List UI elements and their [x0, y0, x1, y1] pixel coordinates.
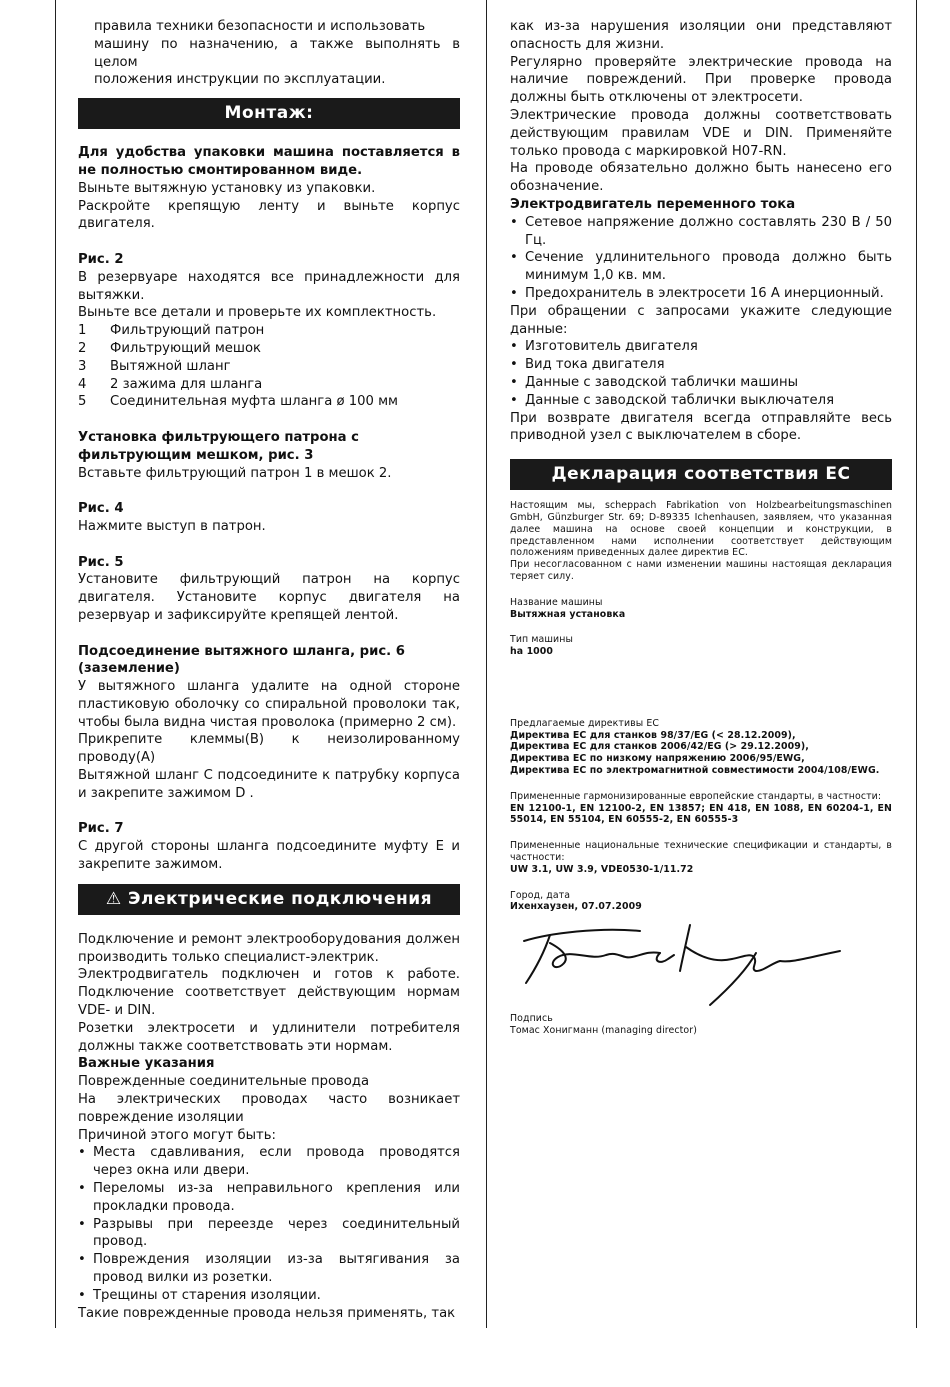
intro-line: положения инструкции по эксплуатации.: [94, 72, 386, 88]
list-item: • Изготовитель двигателя: [510, 339, 698, 355]
causes-list: [78, 1144, 460, 1304]
bullet-icon: •: [510, 250, 518, 266]
machine-type-label: Тип машины: [510, 634, 573, 646]
request-paragraph: При обращении с запросами укажите следующие данные:: [510, 303, 892, 337]
list-item: • Переломы из-за неправильного крепления или прокладки провода.: [78, 1181, 460, 1214]
left-column: [78, 18, 460, 1322]
directives-label: Предлагаемые директивы ЕС: [510, 717, 660, 729]
request-list: [510, 338, 892, 409]
fig7-paragraph: С другой стороны шланга подсоедините муфту E и закрепите зажимом.: [78, 839, 460, 873]
directive-item: Директива ЕС для станков 98/37/EG (< 28.12.2009),: [510, 729, 796, 741]
last-line: Такие поврежденные провода нельзя применять, так: [78, 1305, 456, 1321]
bullet-icon: •: [78, 1216, 86, 1232]
fig5-paragraph: Установите фильтрующий патрон на корпус двигателя. Установите корпус двигателя на резервуар и зафиксируйте крепящей лентой.: [78, 572, 460, 623]
fig6-title: Подсоединение вытяжного шланга, рис. 6 (заземление): [78, 643, 405, 677]
intro-line: машину по назначению, а также выполнять в целом: [94, 36, 460, 70]
directive-item: Директива ЕС по низкому напряжению 2006/95/EWG,: [510, 753, 805, 765]
list-item: • Сечение удлинительного провода должно быть минимум 1,0 кв. мм.: [510, 250, 892, 284]
declaration-paragraph: При несогласованном с нами изменении машины настоящая декларация теряет силу.: [510, 559, 892, 582]
montage-paragraph: Выньте вытяжную установку из упаковки.: [78, 180, 376, 196]
fig3-title: Установка фильтрующего патрона с фильтрующим мешком, рис. 3: [78, 429, 359, 463]
section-header-montage: Монтаж:: [78, 98, 460, 129]
parts-list: [78, 322, 460, 411]
montage-paragraph: Раскройте крепящую ленту и выньте корпус двигателя.: [78, 198, 460, 232]
bullet-icon: •: [78, 1252, 86, 1268]
bullet-icon: •: [510, 374, 518, 390]
cable-standard-paragraph: Электрические провода должны соответствовать действующим правилам VDE и DIN. Применяйте только провода с маркировкой H07-RN.: [510, 107, 892, 159]
city-date-label: Город, дата: [510, 889, 571, 901]
fig5-title: Рис. 5: [78, 554, 124, 570]
ac-motor-title: Электродвигатель переменного тока: [510, 196, 796, 212]
damaged-paragraph: На электрических проводах часто возникает повреждение изоляции: [78, 1092, 460, 1125]
list-item: • Данные с заводской таблички выключателя: [510, 392, 835, 408]
list-item: • Данные с заводской таблички машины: [510, 374, 799, 390]
continued-paragraph: как из-за нарушения изоляции они представляют опасность для жизни.: [510, 19, 892, 52]
fig3-paragraph: Вставьте фильтрующий патрон 1 в мешок 2.: [78, 465, 392, 481]
ac-motor-list: [510, 214, 892, 303]
bullet-icon: •: [510, 285, 518, 301]
section-header-electrical: [78, 884, 460, 915]
left-margin-line: [55, 0, 56, 1328]
fig2-paragraph: Выньте все детали и проверьте их комплектность.: [78, 305, 437, 321]
directive-item: Директива ЕС для станков 2006/42/EG (> 29.12.2009),: [510, 741, 809, 753]
section-header-declaration: Декларация соответствия ЕС: [510, 459, 892, 490]
fig2-title: Рис. 2: [78, 251, 124, 267]
return-paragraph: При возврате двигателя всегда отправляйте весь приводной узел с выключателем в сборе.: [510, 410, 892, 444]
section-header-label: Электрические подключения: [128, 888, 433, 909]
list-item: 2 Фильтрующий мешок: [78, 340, 261, 356]
list-item: • Трещины от старения изоляции.: [78, 1287, 321, 1303]
machine-type-value: ha 1000: [510, 646, 554, 658]
national-standards-value: UW 3.1, UW 3.9, VDE0530-1/11.72: [510, 863, 694, 875]
list-item: • Места сдавливания, если провода проводятся через окна или двери.: [78, 1145, 460, 1179]
bullet-icon: •: [510, 357, 518, 373]
montage-intro-bold: Для удобства упаковки машина поставляется в не полностью смонтированном виде.: [78, 145, 460, 178]
machine-name-label: Название машины: [510, 596, 603, 608]
fig6-paragraph: Прикрепите клеммы(B) к неизолированному проводу(A): [78, 732, 460, 766]
signatory-name: Томас Хонигманн (managing director): [510, 1025, 697, 1037]
bullet-icon: •: [78, 1181, 86, 1197]
center-divider-line: [486, 0, 487, 1328]
cable-marking-paragraph: На проводе обязательно должно быть нанесено его обозначение.: [510, 161, 892, 195]
causes-paragraph: Причиной этого могут быть:: [78, 1127, 276, 1143]
right-margin-line: [916, 0, 917, 1328]
directive-item: Директива ЕС по электромагнитной совместимости 2004/108/EWG.: [510, 765, 880, 777]
list-item: 1 Фильтрующий патрон: [78, 323, 265, 339]
electrical-paragraph: Подключение и ремонт электрооборудования должен производить только специалист-электрик.: [78, 931, 460, 965]
fig6-paragraph: У вытяжного шланга удалите на одной стороне пластиковую оболочку со спиральной проволоки так, чтобы была видна чистая проволока (примерно 2 см).: [78, 679, 460, 730]
machine-name-value: Вытяжная установка: [510, 608, 626, 620]
electrical-paragraph: Электродвигатель подключен и готов к работе. Подключение соответствует действующим нормам VDE- и DIN.: [78, 967, 460, 1019]
list-item: • Предохранитель в электросети 16 А инерционный.: [510, 285, 884, 301]
list-item: • Вид тока двигателя: [510, 357, 665, 373]
fig2-paragraph: В резервуаре находятся все принадлежности для вытяжки.: [78, 269, 460, 303]
standards-value: EN 12100-1, EN 12100-2, EN 13857; EN 418, EN 1088, EN 60204-1, EN 55014, EN 55104, EN 60555-2, EN 60555-3: [510, 802, 892, 826]
fig6-paragraph: Вытяжной шланг C подсоедините к патрубку корпуса и закрепите зажимом D .: [78, 768, 460, 801]
cable-check-paragraph: Регулярно проверяйте электрические провода на наличие повреждений. При проверке провода должны быть отключены от электросети.: [510, 54, 892, 106]
bullet-icon: •: [510, 392, 518, 408]
fig4-title: Рис. 4: [78, 501, 124, 517]
signature-label: Подпись: [510, 1013, 553, 1025]
list-item: 3 Вытяжной шланг: [78, 358, 231, 374]
fig7-title: Рис. 7: [78, 821, 124, 837]
list-item: • Повреждения изоляции из-за вытягивания за провод вилки из розетки.: [78, 1252, 460, 1285]
list-item: • Сетевое напряжение должно составлять 230 В / 50 Гц.: [510, 214, 892, 248]
damaged-cables-subtitle: Поврежденные соединительные провода: [78, 1074, 370, 1090]
standards-label: Примененные гармонизированные европейские стандарты, в частности:: [510, 790, 882, 802]
national-standards-label: Примененные национальные технические спецификации и стандарты, в частности:: [510, 840, 892, 864]
electrical-paragraph: Розетки электросети и удлинители потребителя должны также соответствовать эти нормам.: [78, 1020, 460, 1054]
intro-line: правила техники безопасности и использовать: [94, 19, 426, 34]
city-date-value: Ихенхаузен, 07.07.2009: [510, 901, 642, 913]
bullet-icon: •: [510, 339, 518, 355]
list-item: 5 Соединительная муфта шланга ø 100 мм: [78, 394, 399, 410]
bullet-icon: •: [78, 1145, 86, 1161]
warning-icon: ⚠: [105, 888, 122, 909]
list-item: 4 2 зажима для шланга: [78, 376, 263, 392]
fig4-paragraph: Нажмите выступ в патрон.: [78, 518, 266, 534]
bullet-icon: •: [78, 1287, 86, 1303]
list-item: • Разрывы при переезде через соединительный провод.: [78, 1216, 460, 1250]
bullet-icon: •: [510, 214, 518, 230]
declaration-paragraph: Настоящим мы, scheppach Fabrikation von Holzbearbeitungsmaschinen GmbH, Günzburger Str. 69; D-89335 Ichenhausen, заявляем, что указанная далее машина на основе своей концепции и конструкции, в представленном нами исполнении соответствует действующим положениям приведенных далее директив ЕС.: [510, 500, 892, 559]
important-title: Важные указания: [78, 1056, 215, 1072]
signature-image: [510, 913, 860, 1013]
right-column: [510, 18, 892, 1037]
